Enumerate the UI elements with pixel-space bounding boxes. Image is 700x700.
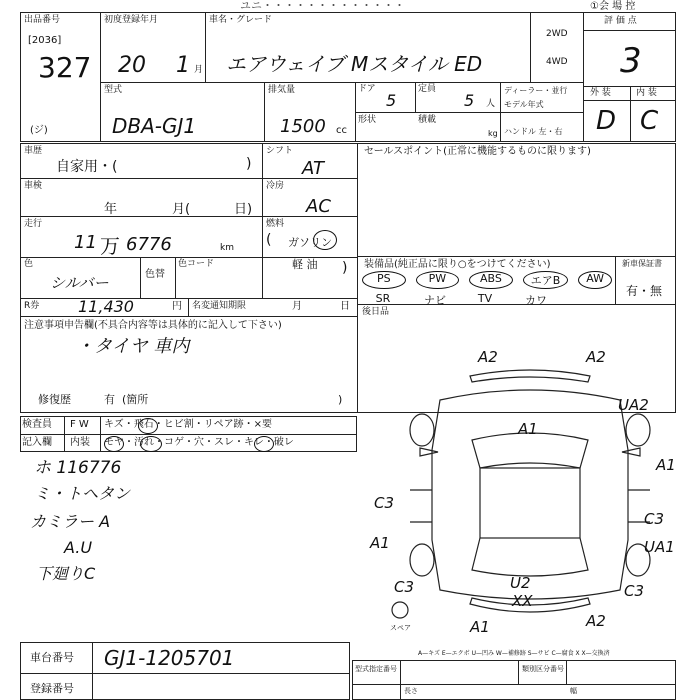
inspector-label-2: 記入欄 (22, 437, 52, 448)
color-value: シルバー (50, 274, 109, 292)
mark-left-rear-c3: C3 (394, 578, 415, 596)
inspector-row1-items: キズ・飛石・ヒビ割・リペア跡・×要 (104, 419, 272, 430)
mark-left-door-c3: C3 (374, 494, 395, 512)
recycle-value: 11,430 (78, 297, 134, 316)
engine-unit: cc (336, 125, 347, 136)
drive-2wd: 2WD (546, 29, 568, 39)
mark-rear-bumper-a2: A2 (586, 612, 606, 630)
warranty-value: 有・無 (626, 284, 663, 298)
inspector-label-1: 検査員 (22, 419, 52, 430)
repair-value: 有 (104, 393, 115, 406)
notice-date-day: 日 (340, 301, 350, 312)
remark-line-3: カミラー A (30, 512, 111, 531)
remark-line-4: A.U (64, 538, 93, 557)
equipment-grid (362, 271, 612, 308)
mark-right-rear-c3: C3 (624, 582, 645, 600)
fuel-option2: 軽 油 (292, 258, 318, 271)
equipment-aw: AW (578, 271, 612, 289)
mileage-value-b: 6776 (126, 234, 172, 255)
fuel-paren-r: ) (342, 260, 348, 276)
footer-category: 類別区分番号 (522, 665, 564, 673)
aircon-value: AC (306, 196, 331, 217)
fuel-label: 燃料 (266, 219, 285, 229)
remark-line-2: ミ・トヘタン (34, 484, 131, 503)
equipment-sr: SR (375, 292, 391, 305)
handle-label: ハンドル 左・右 (504, 127, 563, 136)
remark-line-1: ホ 116776 (34, 458, 122, 478)
equipment-tv: TV (477, 292, 493, 305)
repair-place: (箇所 (122, 393, 149, 406)
postfit-label: 後日品 (362, 307, 390, 317)
load-label: 積載 (418, 115, 437, 125)
color-label: 色 (24, 259, 34, 269)
mark-right-front-door-a1: A1 (656, 456, 676, 474)
fuel-option1: ガソリン (288, 236, 332, 249)
footer-length: 長さ (404, 687, 418, 695)
capacity-value: 5 (464, 91, 475, 110)
model-prefix: (ジ) (30, 125, 48, 136)
recycle-unit: 円 (172, 301, 182, 312)
equipment-pw: PW (416, 271, 460, 289)
spare-label: スペア (390, 624, 411, 632)
model-year-label: モデル年式 (504, 100, 544, 109)
mark-right-fender-ua2: UA2 (618, 396, 649, 414)
exterior-label: 外 装 (590, 88, 611, 98)
chassis-value: GJ1-1205701 (104, 646, 235, 670)
capacity-label: 定員 (418, 84, 437, 94)
shift-label: シフト (266, 146, 294, 156)
model-value: DBA-GJ1 (112, 114, 197, 138)
inspector-circle-4 (254, 436, 274, 452)
mileage-value-a: 11 (74, 232, 97, 253)
repair-close: ) (338, 393, 343, 406)
color-change-label: 色替 (145, 269, 165, 280)
equipment-navi: ナビ (424, 294, 446, 307)
notice-date-month: 月 (292, 301, 302, 312)
car-name-value: エアウェイブ Mスタイル ED (226, 52, 483, 76)
sales-point-label: セールスポイント(正常に機能するものに限ります) (364, 146, 591, 157)
inspection-day-unit: 日) (234, 202, 253, 217)
fuel-circle (313, 230, 337, 250)
mark-hood-a1: A1 (518, 420, 538, 438)
mileage-label: 走行 (24, 219, 43, 229)
inspection-year-unit: 年 (104, 202, 118, 217)
inspector-circle-1 (138, 418, 158, 434)
mark-right-door-c3: C3 (644, 510, 665, 528)
history-close: ) (246, 156, 252, 172)
door-value: 5 (386, 91, 397, 110)
mileage-unit-man: 万 (100, 234, 120, 258)
interior-value: C (640, 106, 659, 136)
dealer-label: ディーラー・並行 (504, 86, 568, 95)
notes-value: ・タイヤ 車内 (76, 336, 190, 357)
mark-rear-bumper-a1: A1 (470, 618, 490, 636)
model-label: 型式 (104, 85, 123, 95)
exterior-value: D (596, 106, 617, 136)
remark-line-5: 下廻りC (36, 564, 96, 583)
notice-date-label: 名変通知期限 (192, 301, 247, 311)
car-name-label: 車名・グレード (209, 15, 273, 25)
first-reg-label: 初度登録年月 (104, 15, 159, 25)
footer-designated: 型式指定番号 (355, 665, 397, 673)
fuel-paren-l: ( (266, 232, 272, 248)
inspector-row2-items: モヤ・汚れ・コゲ・穴・スレ・キレ・破レ (104, 437, 294, 448)
first-reg-month-unit: 月 (194, 65, 204, 75)
load-unit: kg (488, 129, 498, 138)
mark-rear-xx: XX (512, 592, 533, 610)
chassis-label: 車台番号 (30, 651, 74, 664)
mileage-unit: km (220, 243, 234, 253)
shape-label: 形状 (358, 115, 377, 125)
warranty-label: 新車保証書 (622, 259, 662, 268)
lot-label: 出品番号 (24, 15, 61, 25)
reg-no-label: 登録番号 (30, 682, 74, 695)
equipment-abs: ABS (469, 271, 513, 289)
inspector-row1-head: F W (70, 419, 89, 430)
mark-front-a2-left: A2 (478, 348, 498, 366)
interior-label: 内 装 (636, 88, 657, 98)
lot-code: [2036] (28, 35, 62, 46)
recycle-label: R券 (24, 301, 40, 311)
history-label: 車歴 (24, 146, 43, 156)
mark-right-rocker-ua1: UA1 (644, 538, 675, 556)
equipment-ps: PS (362, 271, 406, 289)
history-value: 自家用・( (56, 159, 118, 175)
mark-front-a2-right: A2 (586, 348, 606, 366)
color-code-label: 色コード (178, 259, 215, 269)
car-condition-diagram (360, 340, 700, 640)
inspector-row2-head: 内装 (70, 437, 90, 448)
footer-legend: A—キズ E—エクボ U—凹み W—補修跡 S—サビ C—腐食 X X—交換済 (418, 650, 610, 657)
footer-width: 幅 (570, 687, 577, 695)
equipment-leather: カワ (525, 294, 547, 307)
equipment-airbag: エアB (523, 271, 569, 289)
lot-number: 327 (38, 51, 92, 84)
engine-value: 1500 (280, 116, 326, 137)
grade-value: 3 (620, 41, 642, 81)
door-label: ドア (358, 84, 376, 94)
aircon-label: 冷房 (266, 181, 285, 191)
inspection-label: 車検 (24, 181, 43, 191)
notes-label: 注意事項申告欄(不具合内容等は具体的に記入して下さい) (24, 320, 282, 331)
header-title-fragment: ユニ・・・・・・・・・・・・・ (240, 0, 405, 12)
shift-value: AT (302, 158, 324, 179)
grade-label: 評 価 点 (604, 16, 637, 26)
inspection-month-unit: 月( (172, 202, 191, 217)
capacity-unit: 人 (486, 99, 496, 109)
drive-4wd: 4WD (546, 57, 568, 67)
repair-label: 修復歴 (38, 393, 71, 406)
inspector-circle-3 (140, 436, 162, 452)
mark-left-rocker-a1: A1 (370, 534, 390, 552)
venue-label: ①会 場 控 (590, 1, 636, 12)
engine-label: 排気量 (268, 85, 296, 95)
first-reg-year: 20 (118, 53, 146, 78)
equipment-label: 装備品(純正品に限り○をつけてください) (364, 259, 551, 270)
mark-rear-u2: U2 (510, 574, 531, 592)
first-reg-month: 1 (176, 53, 190, 78)
inspector-circle-2 (104, 436, 124, 452)
